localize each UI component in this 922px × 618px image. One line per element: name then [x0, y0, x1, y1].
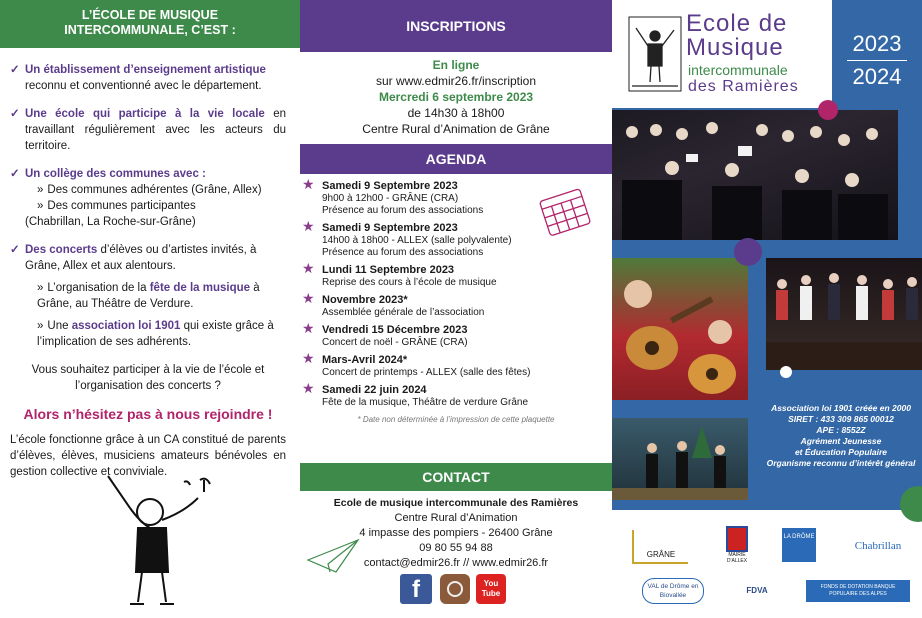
decor-dot [780, 366, 792, 378]
contact-line1: Centre Rural d’Animation [394, 512, 518, 524]
contact-heading: CONTACT [300, 463, 612, 491]
star-icon: ★ [302, 350, 315, 366]
decor-dot [900, 486, 922, 522]
ca-text: L’école fonctionne grâce à un CA constitué de parents d’élèves, élèves, musiciens amateurs bénévoles en gestion collective et conviviale. [10, 434, 286, 478]
partner-logos [612, 520, 922, 618]
conductor-logo-icon [628, 16, 682, 92]
allex-logo: MAIRIE D'ALLEX [722, 526, 752, 566]
orchestra-photo [612, 110, 898, 240]
banque-populaire-logo: FONDS DE DOTATION BANQUE POPULAIRE DES ALPES [806, 580, 910, 602]
sub-item: » Des communes participantes [37, 200, 196, 212]
sub-item: » Une association loi 1901 qui existe grâce à l’implication de ses adhérents. [37, 320, 274, 348]
middle-column [300, 0, 612, 618]
paper-plane-icon [306, 536, 360, 576]
item-text: en travaillant régulièrement avec les acteurs du territoire. [25, 108, 286, 152]
association-info: Association loi 1901 créée en 2000 SIRET : 433 309 865 00012 APE : 8552Z Agrément Jeunesse et Éducation Populaire Organisme reconnu d’intérêt général [766, 403, 916, 468]
right-column [612, 0, 922, 618]
facebook-icon[interactable]: f [400, 574, 432, 604]
contact-org: Ecole de musique intercommunale des Ramières [333, 497, 579, 509]
check-icon: ✓ [10, 244, 20, 256]
item-bold: Un collège des communes avec : [25, 168, 206, 180]
sub-item-cont: (Chabrillan, La Roche-sur-Grâne) [25, 216, 196, 228]
agenda-event: ★ Samedi 9 Septembre 2023 9h00 à 12h00 - GRÂNE (CRA) Présence au forum des associations [302, 176, 484, 216]
left-heading-line1: L’ÉCOLE DE MUSIQUE [81, 8, 219, 22]
item-bold: Des concerts [25, 244, 98, 256]
star-icon: ★ [302, 260, 315, 276]
star-icon: ★ [302, 320, 315, 336]
inscription-place: Centre Rural d’Animation de Grâne [362, 122, 550, 136]
star-icon: ★ [302, 290, 315, 306]
brand-logo-box [612, 0, 832, 108]
inscription-hours: de 14h30 à 18h00 [407, 106, 505, 120]
contact-phone: 09 80 55 94 88 [419, 542, 493, 554]
item-text: d’élèves ou d’artistes invités, à Grâne, Allex et aux alentours. [25, 244, 257, 272]
agenda-event: ★ Vendredi 15 Décembre 2023 Concert de noël - GRÂNE (CRA) [302, 320, 468, 348]
brand-subtitle2: des Ramières [688, 78, 799, 95]
sub-item: » L’organisation de la fête de la musique à Grâne, au Théâtre de Verdure. [37, 282, 260, 310]
list-item [10, 106, 286, 154]
agenda-event: ★ Samedi 22 juin 2024 Fête de la musique, Théâtre de verdure Grâne [302, 380, 529, 408]
brand-title: Ecole de Musique [686, 10, 788, 61]
years-badge: 2023 2024 [838, 30, 916, 91]
left-column [0, 0, 300, 618]
choir-photo [766, 258, 922, 370]
agenda-list [300, 174, 612, 463]
band-photo [612, 418, 748, 500]
decor-dot [818, 100, 838, 120]
grane-logo: GRÂNE [632, 530, 688, 564]
agenda-event: ★ Mars-Avril 2024* Concert de printemps - ALLEX (salle des fêtes) [302, 350, 531, 378]
check-icon: ✓ [10, 108, 20, 120]
inscriptions-block [300, 52, 612, 144]
conductor-cartoon-icon [100, 472, 220, 610]
check-icon: ✓ [10, 168, 20, 180]
val-drome-logo: VAL de Drôme en Biovallée [642, 578, 704, 604]
calendar-icon [536, 186, 596, 238]
contact-email-web[interactable]: contact@edmir26.fr // www.edmir26.fr [363, 557, 549, 569]
item-bold: Une école qui participe à la vie locale [25, 108, 265, 120]
list-item [10, 166, 286, 230]
guitar-photo [612, 258, 748, 400]
drome-logo: LA DRÔME [782, 528, 816, 562]
star-icon: ★ [302, 176, 315, 192]
brand-subtitle: intercommunale [688, 62, 788, 78]
agenda-event: ★ Lundi 11 Septembre 2023 Reprise des cours à l’école de musique [302, 260, 497, 288]
star-icon: ★ [302, 380, 315, 396]
list-item [10, 62, 286, 94]
chabrillan-logo: Chabrillan [854, 540, 902, 552]
inscriptions-heading: INSCRIPTIONS [300, 0, 612, 52]
inscription-url[interactable]: sur www.edmir26.fr/inscription [375, 74, 537, 88]
youtube-icon[interactable]: You Tube [476, 574, 506, 604]
star-icon: ★ [302, 218, 315, 234]
decor-dot [734, 238, 762, 266]
left-heading [0, 0, 300, 48]
agenda-event: ★ Samedi 9 Septembre 2023 14h00 à 18h00 - ALLEX (salle polyvalente) Présence au forum des associations [302, 218, 512, 258]
sub-item: » Des communes adhérentes (Grâne, Allex) [37, 184, 262, 196]
instagram-icon[interactable] [440, 574, 470, 604]
item-text: reconnu et conventionné avec le département. [25, 80, 262, 92]
inscription-date: Mercredi 6 septembre 2023 [378, 90, 534, 104]
join-text: Alors n’hésitez pas à nous rejoindre ! [23, 406, 273, 422]
check-icon: ✓ [10, 64, 20, 76]
list-item [10, 242, 286, 350]
question-text: Vous souhaitez participer à la vie de l’école et l’organisation des concerts ? [31, 364, 265, 392]
item-bold: Un établissement d’enseignement artistique [25, 64, 266, 76]
fdva-logo: FDVA [746, 586, 768, 595]
agenda-event: ★ Novembre 2023* Assemblée générale de l’association [302, 290, 485, 318]
online-label: En ligne [432, 58, 480, 72]
agenda-heading: AGENDA [300, 144, 612, 174]
contact-address: 4 impasse des pompiers - 26400 Grâne [359, 527, 553, 539]
agenda-note: * Date non déterminée à l’impression de cette plaquette [357, 415, 555, 424]
left-heading-line2: INTERCOMMUNALE, C’EST : [64, 23, 236, 37]
